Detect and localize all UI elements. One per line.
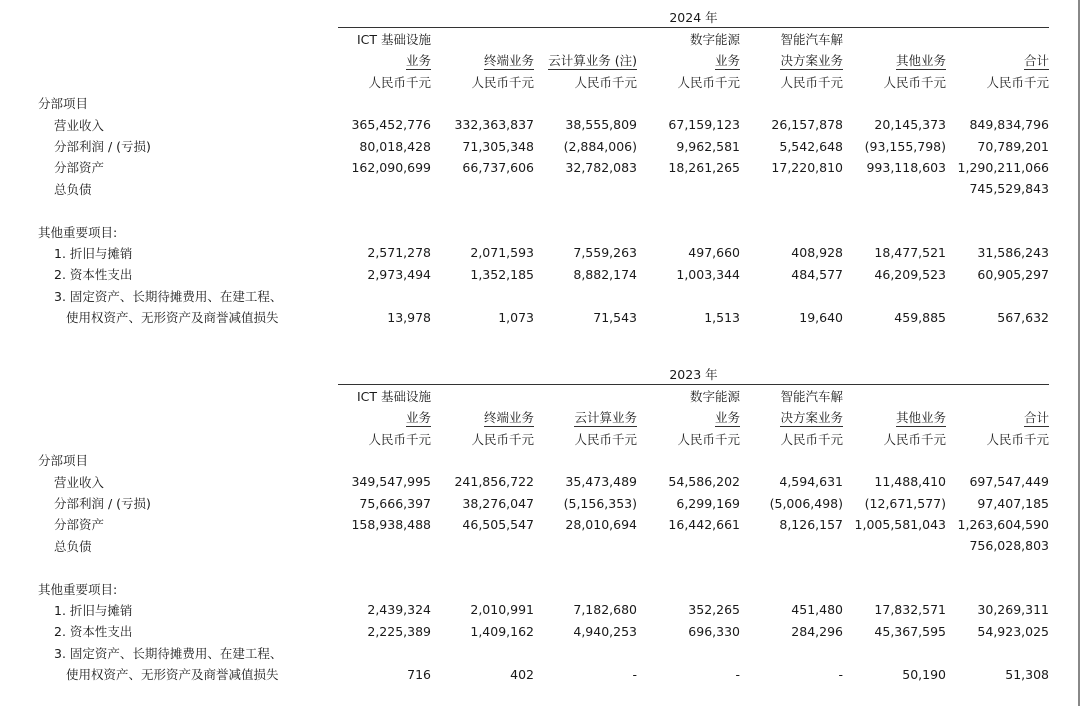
value-cell: 16,442,661 [668,516,740,532]
unit-label: 人民币千元 [471,431,534,447]
row-label: 其他重要项目: [38,581,118,597]
spacer [0,407,338,428]
value-cell: 1,290,211,066 [957,159,1049,175]
value-cell: - [735,666,740,682]
value-cell: 51,308 [1005,666,1049,682]
value-cell: 567,632 [997,309,1049,325]
column-header-line1 [534,28,637,50]
unit-label: 人民币千元 [574,431,637,447]
column-header-line1 [431,28,534,50]
column-header [637,50,740,71]
empty-cell [946,221,1049,242]
column-header-line1: 数字能源 [689,32,740,48]
empty-cell [946,93,1049,114]
empty-cell [338,221,431,242]
segment-table [0,363,1049,685]
row-label [0,200,338,221]
header-row-2 [0,407,1049,428]
column-header-label: 决方案业务 [780,53,843,69]
value-cell: 2,071,593 [470,245,534,261]
value-cell: (93,155,798) [864,138,946,154]
empty-cell [637,642,740,663]
header-row-1 [0,28,1049,50]
table-row [0,621,1049,642]
value-cell: 497,660 [688,245,740,261]
value-cell: 18,261,265 [668,159,740,175]
value-cell: (5,006,498) [769,495,843,511]
value-cell: 17,220,810 [771,159,843,175]
table-row [0,200,1049,221]
empty-cell [338,200,431,221]
empty-cell [946,578,1049,599]
empty-cell [946,557,1049,578]
value-cell: 745,529,843 [969,181,1049,197]
table-row [0,471,1049,492]
column-header-label: 云计算业务 (注) [548,53,637,69]
column-header [946,407,1049,428]
empty-cell [338,285,431,306]
year-row [0,363,1049,385]
value-cell: 1,263,604,590 [957,516,1049,532]
value-cell: 402 [510,666,534,682]
column-header [843,407,946,428]
value-cell: 1,005,581,043 [854,516,946,532]
empty-cell [843,642,946,663]
value-cell: 756,028,803 [969,538,1049,554]
value-cell: 28,010,694 [565,516,637,532]
value-cell: 849,834,796 [969,117,1049,133]
value-cell: 716 [407,666,431,682]
column-header-label: 业务 [405,53,431,69]
empty-cell [431,285,534,306]
column-header [431,407,534,428]
column-header [740,407,843,428]
empty-cell [946,642,1049,663]
value-cell: (2,884,006) [563,138,637,154]
value-cell: 31,586,243 [977,245,1049,261]
value-cell: 60,905,297 [977,266,1049,282]
value-cell: 46,209,523 [874,266,946,282]
empty-cell [534,285,637,306]
empty-cell [740,285,843,306]
empty-cell [637,93,740,114]
empty-cell [534,578,637,599]
column-header [534,407,637,428]
value-cell: (12,671,577) [864,495,946,511]
value-cell: 1,352,185 [470,266,534,282]
unit-label: 人民币千元 [677,431,740,447]
row-label: 营业收入 [54,474,105,490]
value-cell: 80,018,428 [359,138,431,154]
column-header-label: 决方案业务 [780,410,843,426]
value-cell [637,535,740,556]
unit-label: 人民币千元 [986,431,1049,447]
table-row [0,178,1049,199]
value-cell: 9,962,581 [676,138,740,154]
value-cell: 54,923,025 [977,623,1049,639]
spacer [0,50,338,71]
value-cell: 7,182,680 [573,602,637,618]
row-label: 分部项目 [38,96,89,112]
value-cell: 11,488,410 [874,474,946,490]
unit-label: 人民币千元 [883,431,946,447]
value-cell: 45,367,595 [874,623,946,639]
column-header [338,50,431,71]
empty-cell [843,93,946,114]
empty-cell [740,450,843,471]
empty-cell [946,200,1049,221]
value-cell: 158,938,488 [351,516,431,532]
empty-cell [843,221,946,242]
empty-cell [338,450,431,471]
empty-cell [843,285,946,306]
table-row [0,306,1049,327]
row-label: 分部资产 [54,160,105,176]
empty-cell [637,200,740,221]
column-header-label: 业务 [714,410,740,426]
row-label: 总负债 [54,538,92,554]
value-cell: 75,666,397 [359,495,431,511]
row-label: 分部利润 / (亏损) [54,139,151,155]
empty-cell [740,93,843,114]
value-cell [740,535,843,556]
header-row-2 [0,50,1049,71]
value-cell: 71,305,348 [462,138,534,154]
value-cell: 54,586,202 [668,474,740,490]
table-row [0,285,1049,306]
row-label: 分部资产 [54,517,105,533]
value-cell: 241,856,722 [454,474,534,490]
empty-cell [946,450,1049,471]
column-header [637,407,740,428]
table-row [0,663,1049,684]
unit-label: 人民币千元 [677,74,740,90]
row-label: 2. 资本性支出 [54,267,133,283]
value-cell: 4,594,631 [779,474,843,490]
table-row [0,264,1049,285]
column-header-line1: 智能汽车解 [780,32,843,48]
value-cell: 35,473,489 [565,474,637,490]
table-row [0,114,1049,135]
unit-label: 人民币千元 [883,74,946,90]
table-row [0,535,1049,556]
value-cell: 2,571,278 [367,245,431,261]
column-header-line1: 数字能源 [689,389,740,405]
empty-cell [431,221,534,242]
value-cell: 67,159,123 [668,117,740,133]
value-cell: 2,439,324 [367,602,431,618]
value-cell [843,178,946,199]
value-cell: 2,010,991 [470,602,534,618]
section-1 [0,363,1080,685]
value-cell: 70,789,201 [977,138,1049,154]
value-cell: 26,157,878 [771,117,843,133]
column-header-line1 [843,385,946,407]
empty-cell [431,200,534,221]
empty-cell [338,578,431,599]
unit-label: 人民币千元 [574,74,637,90]
column-header [338,407,431,428]
row-label: 使用权资产、无形资产及商誉减值损失 [66,310,279,326]
row-label [0,557,338,578]
value-cell: 5,542,648 [779,138,843,154]
value-cell: 32,782,083 [565,159,637,175]
header-row-1 [0,385,1049,407]
value-cell: 18,477,521 [874,245,946,261]
value-cell: 352,265 [688,602,740,618]
segment-table [0,6,1049,328]
unit-label: 人民币千元 [986,74,1049,90]
value-cell [740,178,843,199]
value-cell: 19,640 [799,309,843,325]
column-header-label: 其他业务 [895,410,946,426]
unit-label: 人民币千元 [471,74,534,90]
value-cell: (5,156,353) [563,495,637,511]
empty-cell [843,450,946,471]
value-cell: 1,073 [498,309,534,325]
value-cell: 349,547,995 [351,474,431,490]
table-row [0,135,1049,156]
value-cell [338,535,431,556]
column-header [534,50,637,71]
value-cell [534,178,637,199]
value-cell: 7,559,263 [573,245,637,261]
value-cell: 993,118,603 [866,159,946,175]
value-cell: 2,973,494 [367,266,431,282]
value-cell: 697,547,449 [969,474,1049,490]
empty-cell [534,200,637,221]
column-header [740,50,843,71]
empty-cell [843,557,946,578]
row-label: 3. 固定资产、长期待摊费用、在建工程、 [54,645,283,661]
row-label: 2. 资本性支出 [54,624,133,640]
column-header-label: 其他业务 [895,53,946,69]
segment-items-row [0,93,1049,114]
row-label: 其他重要项目: [38,224,118,240]
year-row [0,6,1049,28]
spacer [0,428,338,449]
value-cell [431,535,534,556]
value-cell: 459,885 [894,309,946,325]
unit-row [0,428,1049,449]
column-header-label: 云计算业务 [574,410,637,426]
empty-cell [740,221,843,242]
column-header-label: 业务 [714,53,740,69]
empty-cell [534,450,637,471]
empty-cell [338,642,431,663]
value-cell: 2,225,389 [367,623,431,639]
spacer [0,71,338,92]
column-header-line1 [946,385,1049,407]
value-cell: 71,543 [593,309,637,325]
empty-cell [740,200,843,221]
row-label: 分部项目 [38,453,89,469]
column-header-line1: ICT 基础设施 [356,389,431,405]
value-cell: - [838,666,843,682]
row-label: 营业收入 [54,117,105,133]
empty-cell [637,450,740,471]
value-cell: 97,407,185 [977,495,1049,511]
unit-label: 人民币千元 [780,431,843,447]
table-row [0,642,1049,663]
table-row [0,578,1049,599]
row-label: 1. 折旧与摊销 [54,602,133,618]
value-cell: 30,269,311 [977,602,1049,618]
empty-cell [534,557,637,578]
value-cell: 408,928 [791,245,843,261]
unit-row [0,71,1049,92]
value-cell: 13,978 [387,309,431,325]
spacer [0,363,338,385]
empty-cell [534,642,637,663]
value-cell: 38,555,809 [565,117,637,133]
table-row [0,492,1049,513]
unit-label: 人民币千元 [368,431,431,447]
spacer [0,6,338,28]
value-cell: - [632,666,637,682]
table-row [0,557,1049,578]
empty-cell [637,221,740,242]
table-row [0,157,1049,178]
empty-cell [740,557,843,578]
empty-cell [338,557,431,578]
column-header-line1 [843,28,946,50]
empty-cell [637,578,740,599]
empty-cell [534,221,637,242]
value-cell: 8,882,174 [573,266,637,282]
value-cell: 20,145,373 [874,117,946,133]
value-cell: 4,940,253 [573,623,637,639]
value-cell: 1,003,344 [676,266,740,282]
spacer [0,385,338,407]
column-header-label: 合计 [1023,53,1049,69]
segment-items-row [0,450,1049,471]
empty-cell [740,578,843,599]
empty-cell [740,642,843,663]
value-cell [637,178,740,199]
empty-cell [431,578,534,599]
column-header-label: 合计 [1023,410,1049,426]
empty-cell [431,642,534,663]
column-header [946,50,1049,71]
value-cell: 332,363,837 [454,117,534,133]
value-cell: 6,299,169 [676,495,740,511]
value-cell: 451,480 [791,602,843,618]
row-label: 3. 固定资产、长期待摊费用、在建工程、 [54,288,283,304]
value-cell: 696,330 [688,623,740,639]
value-cell [843,535,946,556]
spacer [0,28,338,50]
column-header-line1 [534,385,637,407]
value-cell: 365,452,776 [351,117,431,133]
value-cell: 17,832,571 [874,602,946,618]
value-cell: 46,505,547 [462,516,534,532]
empty-cell [637,557,740,578]
value-cell: 66,737,606 [462,159,534,175]
column-header-line1: ICT 基础设施 [356,32,431,48]
value-cell: 162,090,699 [351,159,431,175]
table-row [0,599,1049,620]
value-cell [534,535,637,556]
empty-cell [431,450,534,471]
value-cell [338,178,431,199]
empty-cell [338,93,431,114]
table-row [0,221,1049,242]
column-header-label: 终端业务 [483,410,534,426]
unit-label: 人民币千元 [780,74,843,90]
row-label: 1. 折旧与摊销 [54,245,133,261]
empty-cell [431,93,534,114]
column-header-label: 终端业务 [483,53,534,69]
year-heading: 2023 年 [338,363,1049,385]
empty-cell [534,93,637,114]
value-cell: 38,276,047 [462,495,534,511]
value-cell: 8,126,157 [779,516,843,532]
row-label: 分部利润 / (亏损) [54,496,151,512]
value-cell [431,178,534,199]
value-cell: 1,409,162 [470,623,534,639]
empty-cell [843,578,946,599]
empty-cell [431,557,534,578]
unit-label: 人民币千元 [368,74,431,90]
row-label: 总负债 [54,181,92,197]
column-header [843,50,946,71]
empty-cell [637,285,740,306]
section-0 [0,6,1080,328]
column-header-label: 业务 [405,410,431,426]
empty-cell [843,200,946,221]
column-header [431,50,534,71]
row-label: 使用权资产、无形资产及商誉减值损失 [66,667,279,683]
value-cell: 284,296 [791,623,843,639]
value-cell: 484,577 [791,266,843,282]
table-row [0,242,1049,263]
column-header-line1 [431,385,534,407]
value-cell: 1,513 [704,309,740,325]
value-cell: 50,190 [902,666,946,682]
column-header-line1: 智能汽车解 [780,389,843,405]
empty-cell [946,285,1049,306]
table-row [0,514,1049,535]
column-header-line1 [946,28,1049,50]
year-heading: 2024 年 [338,6,1049,28]
